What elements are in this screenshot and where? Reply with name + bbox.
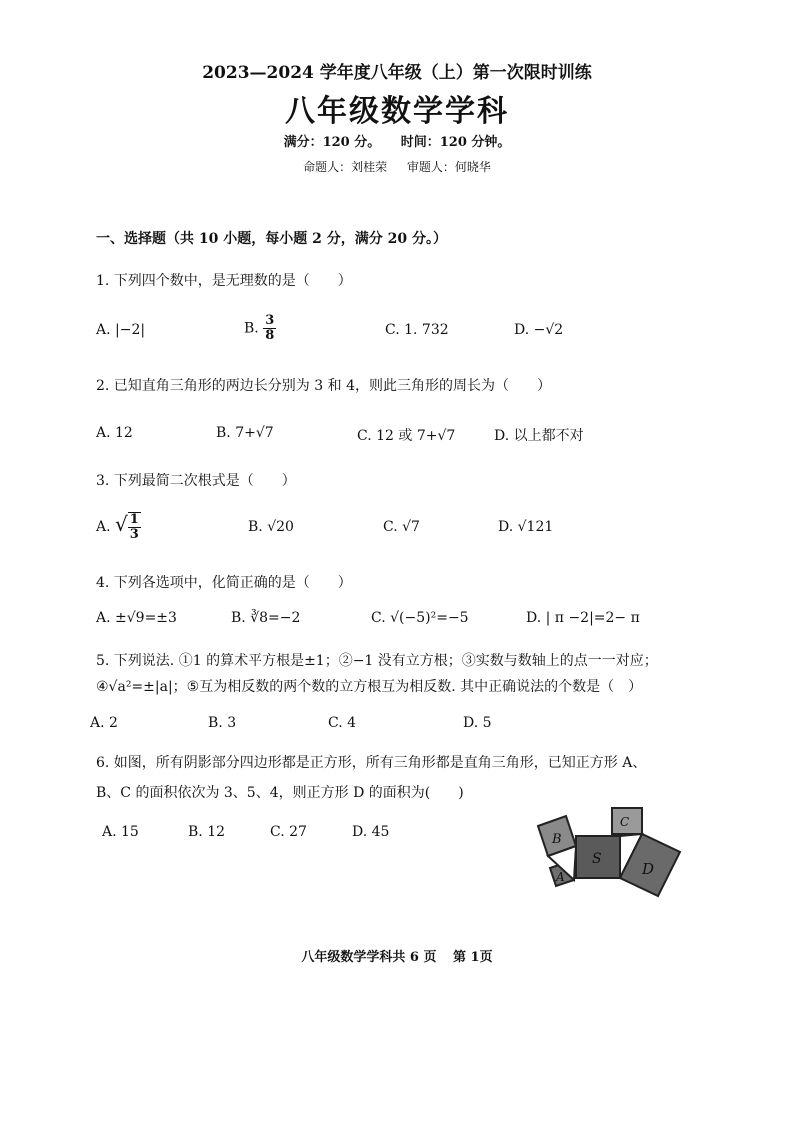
label-c: C bbox=[620, 815, 630, 829]
q5-option-c: C. 4 bbox=[328, 715, 357, 731]
q5-option-b: B. 3 bbox=[208, 715, 237, 731]
section-heading: 一、选择题（共 10 小题，每小题 2 分，满分 20 分。） bbox=[96, 231, 447, 247]
q3-option-c: C. √7 bbox=[383, 519, 420, 535]
question-6-stem-line-2: B、C 的面积依次为 3、5、4，则正方形 D 的面积为( ) bbox=[96, 785, 464, 801]
q1-option-c: C. 1. 732 bbox=[385, 322, 449, 338]
question-5-stem-line-2: ④√a²=±|a|；⑤互为相反数的两个数的立方根互为相反数. 其中正确说法的个数是（ ） bbox=[96, 679, 643, 695]
q3-option-b: B. √20 bbox=[248, 519, 294, 535]
q2-option-d: D. 以上都不对 bbox=[494, 428, 584, 444]
subject-title: 八年级数学学科 bbox=[285, 94, 509, 129]
footer-doc: 八年级数学学科共 6 页 bbox=[301, 950, 437, 965]
full-score: 满分：120 分。 bbox=[283, 135, 381, 150]
footer-page: 第 1页 bbox=[453, 950, 493, 965]
exam-time: 时间：120 分钟。 bbox=[400, 135, 511, 150]
question-3-stem: 3. 下列最简二次根式是（ ） bbox=[96, 473, 296, 489]
label-b: B bbox=[552, 832, 562, 847]
setter: 命题人：刘桂荣 bbox=[303, 160, 388, 174]
exam-title: 2023—2024 学年度八年级（上）第一次限时训练 bbox=[202, 63, 592, 83]
reviewer: 审题人：何晓华 bbox=[406, 160, 491, 174]
page-footer bbox=[0, 946, 794, 965]
q1-option-b bbox=[244, 314, 276, 343]
q3-fraction bbox=[128, 512, 141, 542]
q4-option-d: D. | π −2|=2− π bbox=[526, 610, 640, 626]
q6-option-a: A. 15 bbox=[102, 824, 139, 840]
question-1-stem: 1. 下列四个数中，是无理数的是（ ） bbox=[96, 273, 352, 289]
q6-option-d: D. 45 bbox=[352, 824, 390, 840]
authors-line bbox=[0, 158, 794, 175]
q1-fraction-numerator: 3 bbox=[265, 313, 275, 328]
q4-option-b: B. ∛8=−2 bbox=[231, 610, 301, 626]
q1-fraction-denominator: 8 bbox=[265, 328, 275, 343]
q3-option-a bbox=[96, 512, 141, 542]
q6-option-c: C. 27 bbox=[270, 824, 307, 840]
question-6-stem-line-1: 6. 如图，所有阴影部分四边形都是正方形，所有三角形都是直角三角形，已知正方形 A、 bbox=[96, 755, 647, 771]
q2-option-a: A. 12 bbox=[96, 425, 133, 441]
q3-fraction-numerator: 1 bbox=[129, 512, 139, 527]
q1-option-d: D. −√2 bbox=[514, 322, 564, 338]
label-d: D bbox=[642, 860, 655, 878]
q3-fraction-denominator: 3 bbox=[129, 527, 139, 542]
squares-figure bbox=[530, 798, 690, 908]
q1-option-b-label: B. bbox=[244, 320, 259, 337]
score-time-line bbox=[0, 131, 794, 150]
question-2-stem: 2. 已知直角三角形的两边长分别为 3 和 4，则此三角形的周长为（ ） bbox=[96, 378, 551, 394]
q4-option-c: C. √(−5)²=−5 bbox=[371, 610, 469, 626]
q3-option-a-label: A. bbox=[96, 519, 111, 535]
q2-option-c: C. 12 或 7+√7 bbox=[357, 428, 456, 444]
q1-option-a: A. |−2| bbox=[96, 322, 146, 338]
q5-option-d: D. 5 bbox=[463, 715, 492, 731]
q3-radical-sign: √ bbox=[115, 512, 128, 536]
question-5-stem-line-1: 5. 下列说法. ①1 的算术平方根是±1；②−1 没有立方根；③实数与数轴上的点一一对应； bbox=[96, 653, 658, 669]
question-4-stem: 4. 下列各选项中，化简正确的是（ ） bbox=[96, 575, 352, 591]
q3-option-d: D. √121 bbox=[498, 519, 554, 535]
q6-option-b: B. 12 bbox=[188, 824, 226, 840]
label-a: A bbox=[556, 870, 565, 884]
label-s: S bbox=[592, 851, 602, 867]
q2-option-b: B. 7+√7 bbox=[216, 425, 274, 441]
q4-option-a: A. ±√9=±3 bbox=[96, 610, 177, 626]
q5-option-a: A. 2 bbox=[90, 715, 118, 731]
q1-fraction bbox=[263, 314, 276, 343]
